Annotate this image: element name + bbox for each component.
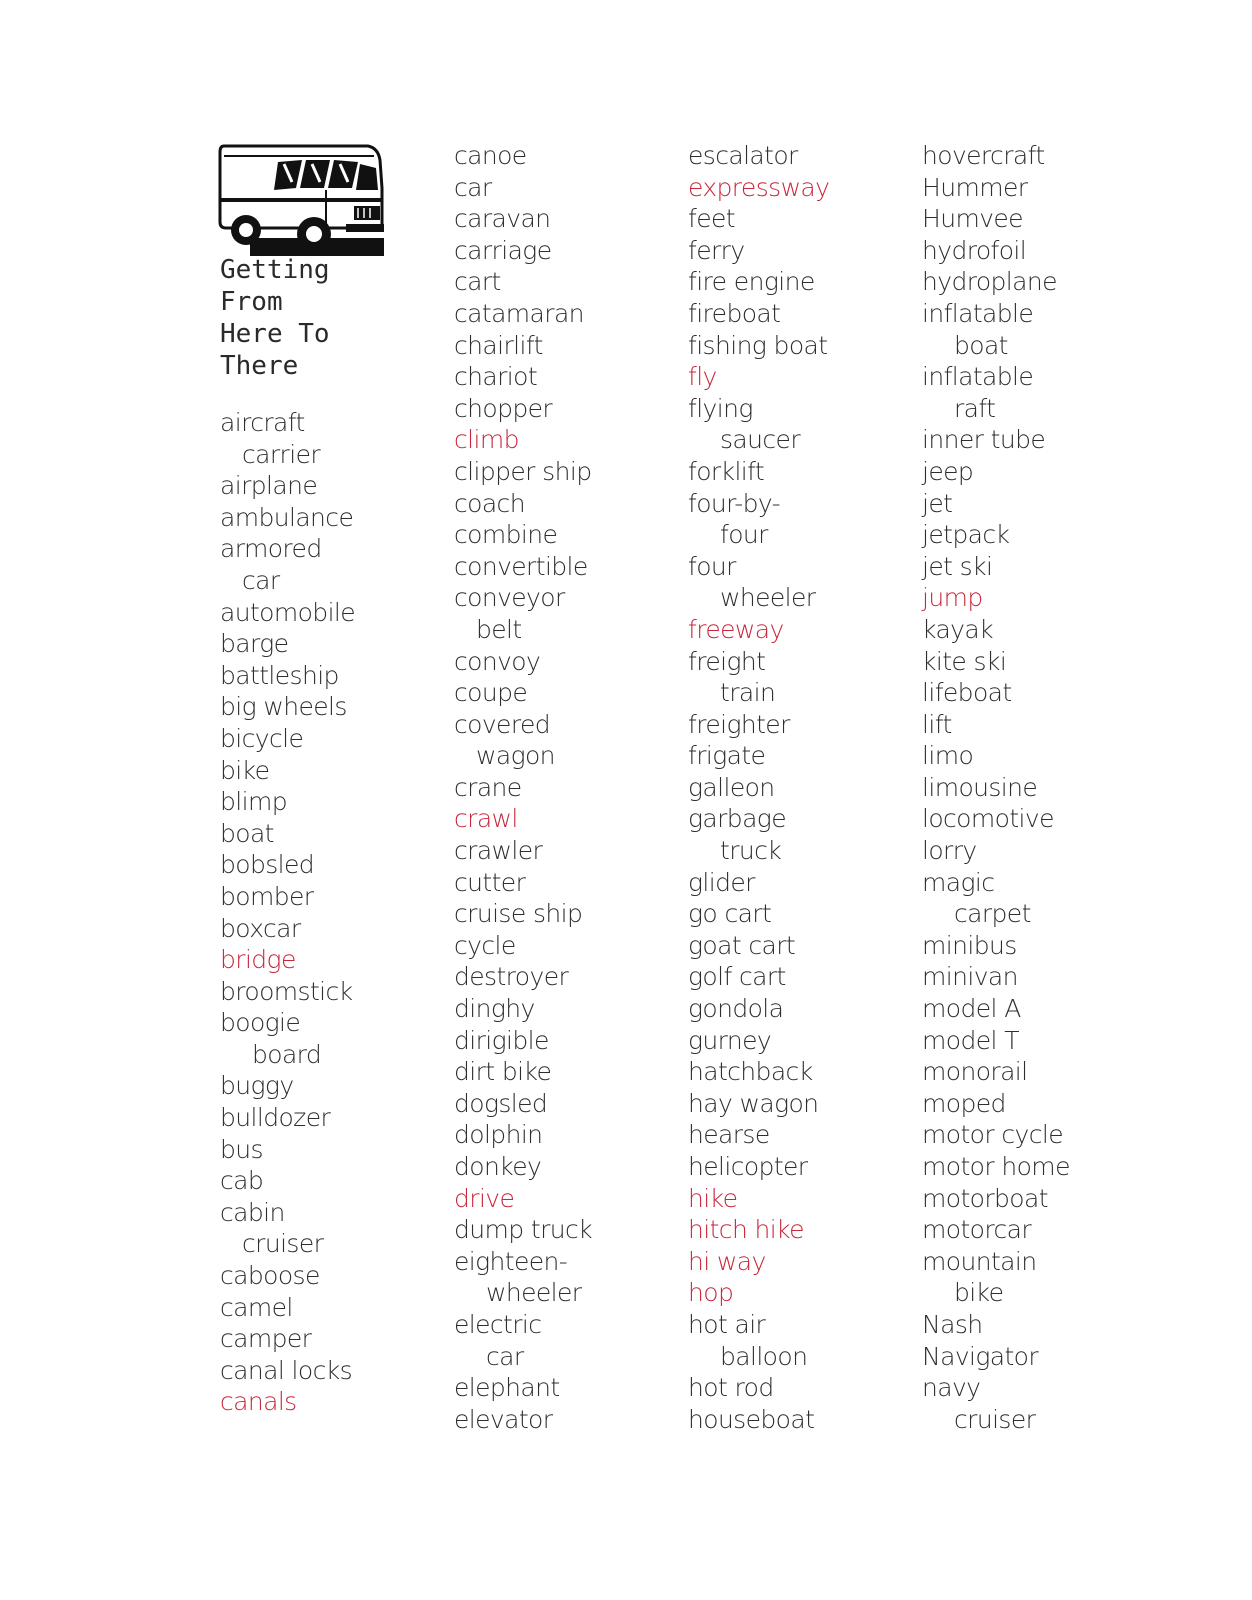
word-list-item: car [454, 172, 492, 202]
word-list-item: catamaran [454, 298, 584, 328]
word-list-item: jetpack [922, 520, 1010, 550]
word-list-item: lorry [922, 836, 977, 866]
word-list-item: freighter [688, 709, 790, 739]
word-list-item: jet [922, 488, 953, 518]
word-list-item: coupe [454, 678, 528, 708]
word-list-item: galleon [688, 772, 775, 802]
word-list-item: jump [922, 583, 983, 613]
word-list-item: four-by- [688, 488, 781, 518]
word-list-item: goat cart [688, 930, 796, 960]
word-list-item: lift [922, 709, 952, 739]
word-column-3 [688, 140, 829, 1435]
word-list-item: wagon [476, 741, 555, 771]
word-list-item: dump truck [454, 1215, 593, 1245]
word-list-item: flying [688, 393, 753, 423]
word-list-item: hearse [688, 1120, 770, 1150]
word-list-item: conveyor [454, 583, 565, 613]
word-list-item: eighteen- [454, 1246, 568, 1276]
word-list-item: crane [454, 772, 522, 802]
word-list-item: elevator [454, 1404, 553, 1434]
word-list-item: clipper ship [454, 456, 592, 486]
page-title [220, 254, 330, 382]
word-list-item: dirt bike [454, 1057, 552, 1087]
word-list-item: kite ski [922, 646, 1007, 676]
word-list-item: bridge [220, 945, 296, 975]
word-list-item: jet ski [922, 551, 993, 581]
word-list-item: cart [454, 267, 501, 297]
word-list-item: fire engine [688, 267, 815, 297]
word-list-item: automobile [220, 597, 356, 627]
word-list-item: Navigator [922, 1341, 1039, 1371]
word-list-item: bus [220, 1134, 263, 1164]
word-list-item: four [688, 551, 736, 581]
word-list-item: model T [922, 1025, 1019, 1055]
word-list-item: hi way [688, 1246, 766, 1276]
word-list-item: bicycle [220, 723, 304, 753]
word-list-item: inflatable [922, 362, 1034, 392]
word-list-item: caboose [220, 1261, 320, 1291]
word-list-item: canals [220, 1387, 297, 1417]
word-list-item: motor cycle [922, 1120, 1063, 1150]
word-list-item: mountain [922, 1246, 1037, 1276]
word-list-item: aircraft [220, 408, 305, 437]
word-list-item: blimp [220, 787, 287, 817]
word-list-item: belt [476, 614, 522, 644]
title-line: Here To [220, 319, 330, 349]
word-list-item: minibus [922, 930, 1017, 960]
word-list-item: hydroplane [922, 267, 1057, 297]
word-list-item: boogie [220, 1008, 301, 1038]
word-list-item: garbage [688, 804, 786, 834]
word-list-item: freeway [688, 614, 784, 644]
title-line: There [220, 351, 299, 381]
word-list-item: Nash [922, 1309, 983, 1339]
word-list-item: covered [454, 709, 550, 739]
word-list-item: camel [220, 1292, 293, 1322]
word-list-item: destroyer [454, 962, 569, 992]
word-list-item: convertible [454, 551, 588, 581]
word-list-item: feet [688, 204, 735, 234]
word-list-item: drive [454, 1183, 515, 1213]
word-list-item: combine [454, 520, 558, 550]
word-list-item: car [486, 1341, 524, 1371]
word-list-item: Humvee [922, 204, 1023, 234]
word-list-item: car [242, 565, 280, 595]
word-list-item: boat [220, 818, 274, 848]
word-list-item: saucer [720, 425, 800, 455]
word-list-item: chairlift [454, 330, 543, 360]
word-list-item: caravan [454, 204, 551, 234]
word-list-item: hike [688, 1183, 738, 1213]
word-column-2 [454, 140, 592, 1435]
word-list-item: forklift [688, 456, 765, 486]
word-list-item: glider [688, 867, 755, 897]
word-list-item: jeep [922, 456, 974, 486]
word-list-item: big wheels [220, 692, 347, 722]
word-list-item: battleship [220, 660, 339, 690]
word-list-item: limo [922, 741, 974, 771]
word-list-item: dogsled [454, 1088, 548, 1118]
word-list-item: gurney [688, 1025, 772, 1055]
word-list-item: bike [954, 1278, 1004, 1308]
word-list-item: airplane [220, 471, 318, 501]
word-list-item: bike [220, 755, 270, 785]
word-list-item: wheeler [720, 583, 816, 613]
word-list-item: monorail [922, 1057, 1028, 1087]
word-list-item: buggy [220, 1071, 294, 1101]
word-list-item: cruiser [242, 1229, 324, 1259]
word-list-item: elephant [454, 1373, 560, 1403]
word-list-item: magic [922, 867, 995, 897]
word-list-item: freight [688, 646, 766, 676]
word-list-item: coach [454, 488, 525, 518]
word-list-item: inner tube [922, 425, 1046, 455]
word-list-item: hovercraft [922, 141, 1045, 170]
word-list-item: dolphin [454, 1120, 543, 1150]
word-column-1 [220, 407, 355, 1418]
word-list-item: cycle [454, 930, 516, 960]
word-list-item: dirigible [454, 1025, 549, 1055]
word-list-item: motor home [922, 1152, 1070, 1181]
word-list-item: hot rod [688, 1373, 774, 1403]
word-list-item: carpet [954, 899, 1031, 929]
word-list-item: boat [954, 330, 1008, 360]
word-list-item: four [720, 520, 768, 550]
title-line: Getting [220, 255, 330, 285]
word-list-item: go cart [688, 899, 772, 929]
word-list-item: canoe [454, 141, 527, 170]
word-list-item: moped [922, 1088, 1006, 1118]
word-list-item: bomber [220, 881, 314, 911]
word-list-item: cruise ship [454, 899, 583, 929]
word-list-item: climb [454, 425, 519, 455]
word-list-item: crawl [454, 804, 518, 834]
word-list-item: bulldozer [220, 1103, 331, 1133]
word-list-item: broomstick [220, 976, 353, 1006]
word-list-item: helicopter [688, 1152, 808, 1181]
word-list-item: cruiser [954, 1404, 1036, 1434]
word-list-item: crawler [454, 836, 543, 866]
word-list-item: electric [454, 1309, 542, 1339]
word-list-item: motorboat [922, 1183, 1048, 1213]
word-list-item: inflatable [922, 298, 1034, 328]
word-list-item: armored [220, 534, 322, 564]
word-list-item: golf cart [688, 962, 786, 992]
word-list-item: dinghy [454, 994, 535, 1024]
word-list-item: convoy [454, 646, 541, 676]
word-list-item: chariot [454, 362, 538, 392]
word-list-item: motorcar [922, 1215, 1032, 1245]
word-list-item: canal locks [220, 1355, 353, 1385]
word-list-item: carrier [242, 439, 321, 469]
word-list-item: cab [220, 1166, 264, 1196]
word-list-item: locomotive [922, 804, 1054, 834]
word-list-item: hot air [688, 1309, 766, 1339]
word-list-item: kayak [922, 614, 993, 644]
word-list-item: balloon [720, 1341, 808, 1371]
word-list-item: hitch hike [688, 1215, 804, 1245]
word-list-item: bobsled [220, 850, 315, 880]
word-list-item: hydrofoil [922, 235, 1027, 265]
word-list-item: hay wagon [688, 1088, 819, 1118]
word-list-item: cabin [220, 1197, 285, 1227]
word-list-item: navy [922, 1373, 981, 1403]
word-list-item: chopper [454, 393, 553, 423]
word-list-item: Hummer [922, 172, 1028, 202]
word-list-item: raft [954, 393, 996, 423]
word-list-item: hatchback [688, 1057, 813, 1087]
delivery-van-icon [218, 142, 384, 256]
word-list-item: fly [688, 362, 717, 392]
word-column-4 [922, 140, 1070, 1435]
word-list-item: minivan [922, 962, 1018, 992]
word-list-item: fishing boat [688, 330, 828, 360]
word-list-item: gondola [688, 994, 784, 1024]
word-list-item: wheeler [486, 1278, 582, 1308]
word-list-item: model A [922, 994, 1021, 1024]
word-list-item: houseboat [688, 1404, 815, 1434]
word-list-item: truck [720, 836, 782, 866]
word-list-item: lifeboat [922, 678, 1012, 708]
word-list-item: camper [220, 1324, 312, 1354]
word-list-item: cutter [454, 867, 526, 897]
word-list-item: expressway [688, 172, 830, 202]
word-list-item: fireboat [688, 298, 781, 328]
word-list-item: escalator [688, 141, 798, 170]
word-list-item: train [720, 678, 776, 708]
word-list-item: ferry [688, 235, 745, 265]
word-list-item: limousine [922, 772, 1038, 802]
title-line: From [220, 287, 283, 317]
word-list-item: donkey [454, 1152, 542, 1181]
word-list-item: frigate [688, 741, 766, 771]
word-list-item: barge [220, 629, 289, 659]
word-list-item: ambulance [220, 502, 354, 532]
word-list-item: boxcar [220, 913, 301, 943]
word-list-item: board [252, 1039, 322, 1069]
word-list-item: carriage [454, 235, 552, 265]
word-list-item: hop [688, 1278, 734, 1308]
